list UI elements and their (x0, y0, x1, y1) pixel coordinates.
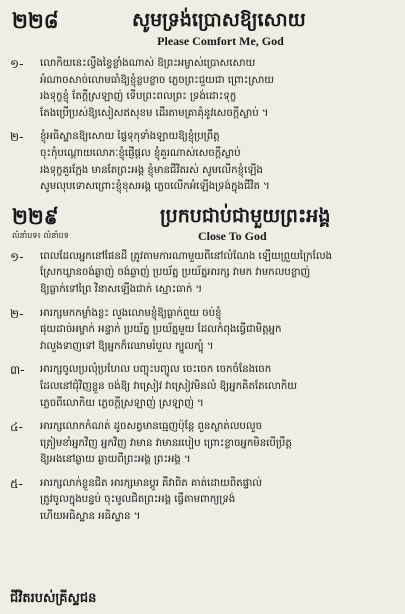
verse-line: វាលួងទាញទៅ ឱ្យអ្នកក៏ឈោមរំបួល ក្បួលក្បុំ ។ (40, 339, 214, 352)
verse-line: ចុះកុំបណ្តោយលោភៈខ្ញុំផ្ញើផ្តល ខ្ញុំគួរណាស់សេចក្តីស្លាប់ (40, 146, 241, 159)
verse-line: លោកិយនេះល្វឹងខ្វៃខ្លាំងណាស់ ឱព្រះអម្ចាស់ប្រោសសោយ (40, 57, 256, 69)
verse-line: ផុយដាច់អម្ចាក់ អន្ទាក់ ប្រយ័ត្ន ប្រយ័ត្នមួយ ដែលកំពុងធ្វើជាមិត្តអ្នក (40, 323, 282, 336)
verse-line: ស្រែកឃ្លានចង់ឆ្ងាញ់ ចង់ឆ្ងាញ់ ប្រយ័ត្ន ប្រយ័ត្នអារក្ស វាមក វាមកលបខ្លាញ់ (40, 266, 311, 279)
verse-line: ភ្លេចពីលោកិយ ភ្លេចក្តីស្រឡាញ់ ស្រឡាញ់ ។ (40, 396, 204, 409)
hymn-meta: លំនាំបទ៖ លំនាំបទ (12, 230, 69, 240)
verse-number: ៤- (10, 420, 23, 435)
verse (10, 55, 391, 121)
verse-line: ដែលនៅជុំវិញខ្លួន ចង់ឱ្យ វាស្រៀវ វាស្រៀវមិនលំ ឱ្យអ្នកគិតតែលោកិយ (40, 379, 297, 392)
verse-line: ឱ្យធ្លាក់ទៅព្រៃ វិនាសឡើងជាក់ ស្មោះធាក់ ។ (40, 282, 203, 295)
verse-number: ១- (10, 249, 24, 264)
verse-line: ពេលដែលអ្នកនៅផែនដី ត្រូវតាមការណាមួយពីនៅលំណែង ឡើយព្រួយក្រៃលែង (40, 249, 332, 262)
verse-number: ៥- (10, 476, 23, 491)
hymn-number: ២២៨ (12, 8, 59, 33)
section-footer: ជីវិតរបស់គ្រីស្ទជន (10, 591, 97, 606)
verse-line: ត្រៀមខាំអ្នកវិញ អ្នកវិញ វាមាន វាមានរបៀប ព្រោះខ្លាចអ្នកមិនបើប្រឹត្ត (40, 436, 292, 449)
verse-line: ត្រូវចូលក្នុងបន្ទប់ ចុះមូលជិតព្រះអង្គ ធ្វើតាមពាក្យទ្រង់ (40, 493, 236, 506)
verse-number: ២- (10, 306, 24, 321)
verse-line: ឱ្យអងនៅឆ្ងាយ ឆ្ងាយពីព្រះអង្គ ព្រះអង្គ ។ (40, 453, 191, 466)
verse (10, 128, 391, 194)
verse-line: ខ្ញុំអធិស្ឋានឱ្យសោយ ផ្ទៃទុកុទាំងឡាយឱ្យខ្ញុំប្រព្រឹត្ត (40, 130, 220, 143)
verse-number: ២- (10, 130, 24, 145)
hymn-verses (10, 55, 391, 195)
verse-line: ហើយអធិស្ឋាន អធិស្ឋាន ។ (40, 510, 141, 523)
hymn-english-title: Please Comfort Me, God (157, 34, 284, 48)
hymn-number: ២២៩ (12, 203, 59, 229)
hymn-verses (10, 248, 391, 525)
hymn-title: សូមទ្រង់ប្រោសឱ្យសោយ (132, 9, 306, 31)
verse-number: ១- (10, 57, 24, 71)
verse (10, 475, 391, 525)
verse-line: អំណាចសាច់លោមធាំឱ្យខ្ញុំខ្លបខ្លាច ភ្លេចព្រះជួយជា ព្រោះស្រាយ (40, 73, 275, 86)
verse-line: អារក្សមកកម្លាំងខ្លះ លួងលោមខ្ញុំឱ្យធ្លាក់ពួយ ចប់ខ្ញុំ (40, 306, 222, 319)
verse (10, 418, 391, 468)
verse-line: អារក្សចូលប្រលុំប្រហែល បញ្ចុះបញ្ចូល ចេះចេក ចេកចំនែងចេក (40, 363, 272, 376)
hymn-english-title: Close To God (198, 228, 267, 243)
verse (10, 361, 391, 411)
verse-line: រងទុក្ខគួរក្អែង មានតែព្រះអង្គ ខ្ញុំមានជីវិតរស់ សូមលើកខ្ញុំឡើង (40, 163, 263, 176)
verse-line: អារក្សលាក់ខ្លួនជិត អារក្សមានប្តូរ គឺវាពិត គាត់ដោយពិតផ្ទាល់ (40, 476, 263, 489)
hymn-header (10, 6, 391, 40)
verse-line: អារក្សលោកកំណត់ ដូចសត្វមានធ្មេញប៉ុន្តែ ពួនស្ងាត់លបលួច (40, 420, 263, 433)
verse-line: តែងប្រើប្រស់ឱ្យសៀសឥសុខម ដើរតាមគ្រាគុំនូវសេចក្តីស្លាប់ ។ (40, 106, 269, 119)
verse (10, 305, 391, 355)
hymn-title: ប្រកបជាប់ជាមួយព្រះអង្គ (160, 204, 331, 227)
verse-line: រងទុក្ខខ្ញុំ តែក្តីស្រឡាញ់ ទើបព្រះពលព្រះ ទ្រង់ដោះទុក្ខ (40, 90, 237, 103)
verse (10, 248, 391, 298)
verse-number: ៣- (10, 363, 25, 378)
verse-line: សូមលុបទោសព្រោះខ្ញុំខុសអង្គ ភ្លេចលើកអំឡើងទ្រង់ក្នុងជីវិត ។ (40, 180, 270, 193)
